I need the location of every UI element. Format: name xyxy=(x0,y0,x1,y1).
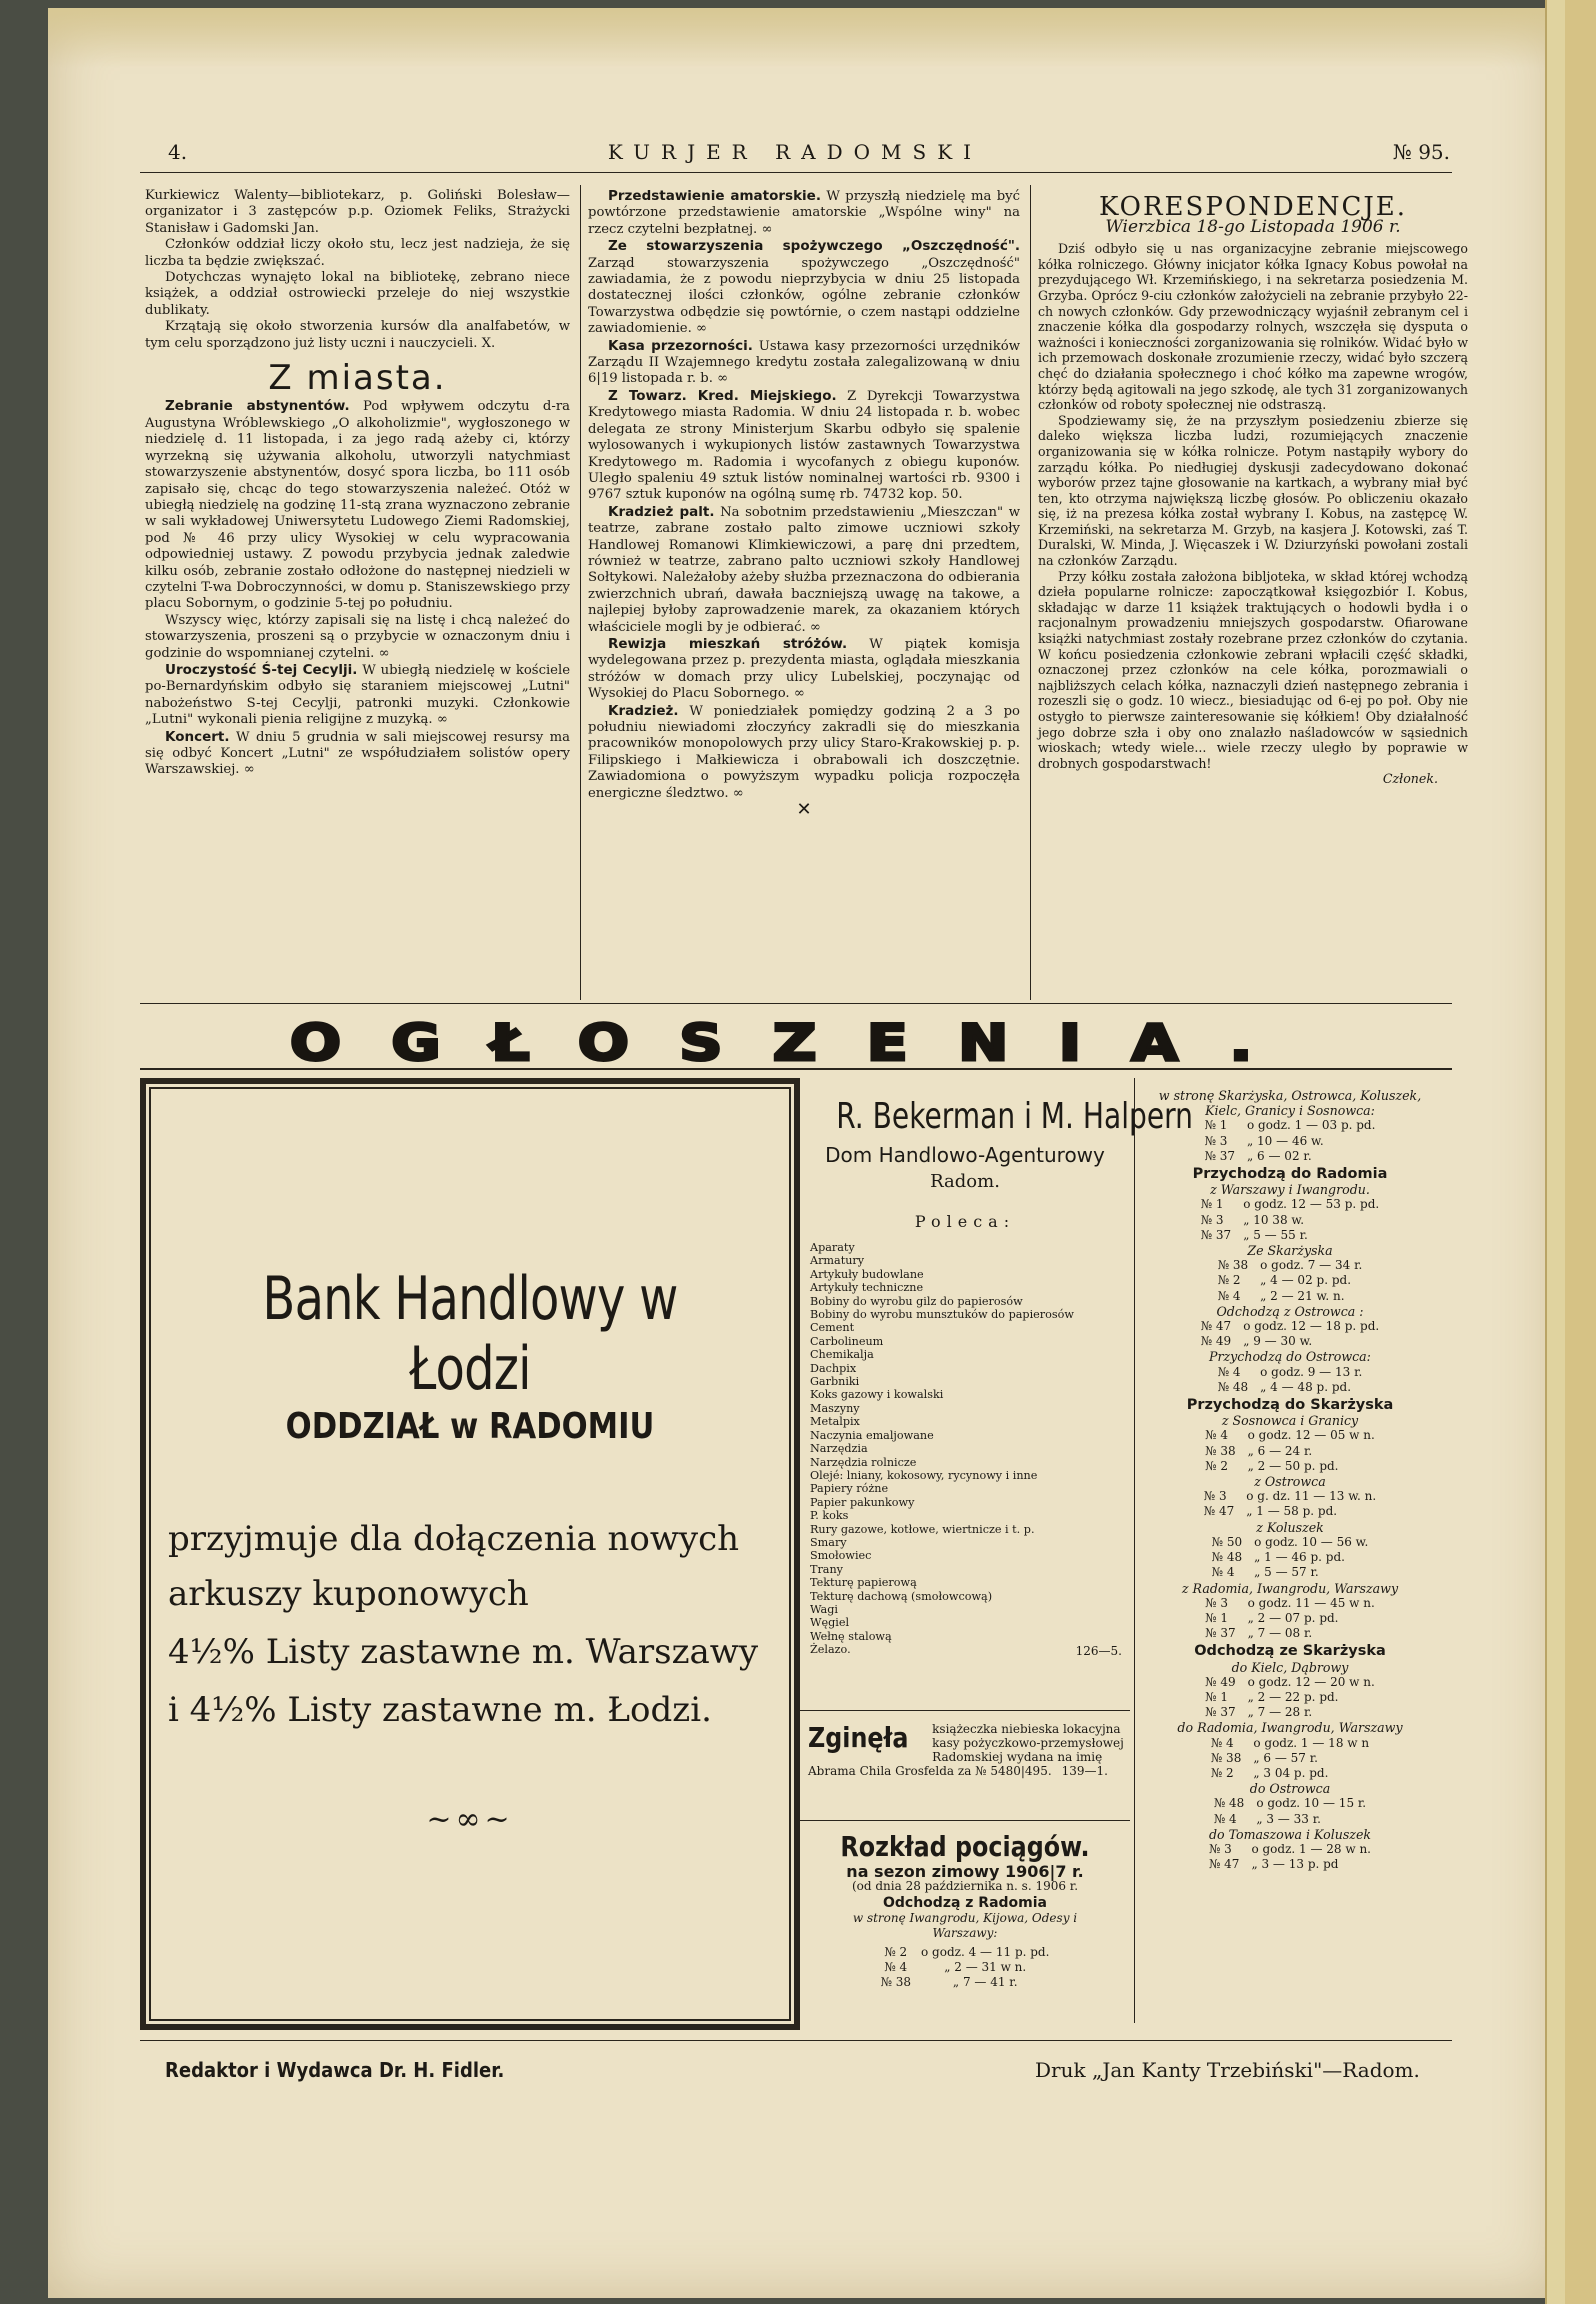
timetable-cell: o godz. 7 — 34 r. xyxy=(1260,1258,1363,1273)
timetable-block xyxy=(1195,1197,1386,1243)
bank-branch: ODDZIAŁ w RADOMIU xyxy=(285,1406,655,1447)
printer-credit: Druk „Jan Kanty Trzebiński"—Radom. xyxy=(1035,2058,1420,2082)
timetable-direction: do Tomaszowa i Koluszek xyxy=(1208,1826,1372,1842)
timetable-cell: № 1 xyxy=(1200,1197,1224,1212)
product-item: Tekturę papierową xyxy=(810,1576,917,1590)
signature: Członek. xyxy=(1382,771,1438,787)
end-mark: ∞ xyxy=(378,645,390,661)
article-paragraph: Kurkiewicz Walenty—bibliotekarz, p. Goliński Bolesław—organizator i 3 zastępców p.p. Oziomek Feliks, Strażycki Stanisław i Gadomski Jan. xyxy=(145,188,570,236)
timetable-row xyxy=(1208,1796,1372,1811)
timetable-cell: № 38 xyxy=(1210,1750,1242,1765)
timetable-cell: „ 7 — 08 r. xyxy=(1247,1626,1313,1641)
timetable-direction: do Radomia, Iwangrodu, Warszawy xyxy=(1177,1720,1403,1736)
article-heading: Koncert. xyxy=(165,728,230,745)
paragraph-text: Ustawa kasy przezorności urzędników Zarządu II Wzajemnego kredytu została zalegalizowaną w dniu 6|19 listopada r. b. xyxy=(588,338,1020,387)
schedule-table xyxy=(876,1945,1055,1990)
schedule-direction: w stronę Iwangrodu, Kijowa, Odesy i Warszawy: xyxy=(852,1911,1078,1940)
timetable-row xyxy=(1195,1334,1386,1349)
ad-rule xyxy=(800,1710,1130,1711)
product-item: Bobiny do wyrobu munsztuków do papierosów xyxy=(810,1308,1074,1322)
timetable-cell: № 48 xyxy=(1213,1796,1245,1811)
article-paragraph xyxy=(588,504,1020,636)
article-paragraph xyxy=(588,338,1020,388)
timetable-cell: o godz. 10 — 15 r. xyxy=(1256,1796,1367,1811)
timetable-row xyxy=(1206,1550,1375,1565)
paragraph-text: W dniu 5 grudnia w sali miejscowej resursy ma się odbyć Koncert „Lutni" ze współudziałem solistów opery Warszawskiej. xyxy=(145,729,570,778)
timetable-cell: № 38 xyxy=(1205,1443,1236,1458)
footer-rule xyxy=(140,2040,1452,2041)
timetable-cell: № 2 xyxy=(1217,1273,1241,1288)
timetable-block xyxy=(1203,1842,1377,1872)
product-item: Artykuły budowlane xyxy=(810,1267,924,1281)
timetable-block xyxy=(1199,1675,1381,1721)
article-paragraph xyxy=(588,188,1020,238)
article-paragraph xyxy=(145,662,570,729)
timetable-cell: o godz. 12 — 53 p. pd. xyxy=(1243,1197,1380,1212)
product-item: Dachpix xyxy=(810,1361,857,1375)
product-item: Narzędzia xyxy=(810,1442,868,1456)
company-name: R. Bekerman i M. Halpern xyxy=(836,1096,1193,1137)
timetable-cell: „ 6 — 57 r. xyxy=(1253,1750,1318,1765)
product-item: P. koks xyxy=(810,1509,849,1523)
article-paragraph xyxy=(588,388,1020,504)
timetable-cell: „ 5 — 55 r. xyxy=(1243,1227,1308,1242)
timetable-row xyxy=(1212,1289,1369,1304)
article-paragraph: Członków oddział liczy około stu, lecz jest nadzieja, że się liczba ta będzie zwiększać. xyxy=(145,237,570,269)
product-item: Metalpix xyxy=(810,1415,860,1429)
page-number: 4. xyxy=(168,140,188,164)
timetable-row xyxy=(876,1945,1055,1960)
end-mark: ∞ xyxy=(809,619,821,635)
timetable-cell: № 37 xyxy=(1204,1148,1236,1163)
timetable-cell: № 48 xyxy=(1211,1550,1243,1565)
end-mark: ∞ xyxy=(436,712,448,728)
correspondence-title: KORESPONDENCJE. xyxy=(1098,192,1408,222)
ornament: ~∞~ xyxy=(426,1802,514,1837)
timetable-heading: Odchodzą ze Skarżyska xyxy=(1194,1643,1386,1660)
timetable-row xyxy=(1198,1504,1382,1519)
product-item: Żelazo. xyxy=(810,1643,851,1657)
product-item: Olejé: lniany, kokosowy, rycynowy i inne xyxy=(810,1468,1038,1482)
end-mark: ∞ xyxy=(793,686,805,702)
end-mark: ∞ xyxy=(696,321,707,337)
product-item: Carbolineum xyxy=(810,1334,884,1348)
column-divider xyxy=(1030,185,1031,1000)
timetable-cell: „ 2 — 07 p. pd. xyxy=(1247,1610,1339,1625)
timetable-row xyxy=(1199,1444,1381,1459)
timetable-row xyxy=(1203,1857,1377,1872)
timetable-row xyxy=(1199,1705,1381,1720)
article-paragraph xyxy=(145,398,570,612)
article-heading: Przedstawienie amatorskie. xyxy=(608,188,821,204)
timetable-row xyxy=(1198,1489,1382,1504)
timetable-block xyxy=(1195,1319,1386,1349)
product-item: Papier pakunkowy xyxy=(810,1495,915,1509)
timetable-cell: „ 1 — 46 p. pd. xyxy=(1254,1550,1345,1565)
timetable-block xyxy=(1199,1596,1381,1642)
timetable-cell: № 4 xyxy=(1211,1565,1235,1580)
timetable-row xyxy=(1212,1380,1369,1395)
article-paragraph xyxy=(588,238,1020,337)
page-header xyxy=(140,140,1450,166)
timetable-cell: „ 3 — 13 p. pd xyxy=(1251,1857,1339,1872)
product-item: Chemikalja xyxy=(810,1348,874,1362)
ad-code: 139—1. xyxy=(1061,1764,1108,1778)
timetable-row xyxy=(1212,1258,1369,1273)
bank-line: arkuszy kuponowych xyxy=(168,1574,529,1614)
timetable-row xyxy=(1199,1626,1381,1641)
paragraph-text: Na sobotnim przedstawieniu „Mieszczan" w teatrze, zabrane zostało palto zimowe uczniowi szkoły Handlowej Romanowi Klimkiewiczowi, a parę dni przedtem, również w teatrze, zabrano palto uczniowi szkoły Handlowej Sołtykowi. Należałoby ażeby służba przeznaczona do odbierania zwierzchnich ubrań, dawała baczniejszą uwagę na takowe, a najlepiej byłoby zaprowadzenie marek, za okazaniem których właściciele mogli by je odbierać. xyxy=(588,504,1020,635)
timetable-direction: Ze Skarżyska xyxy=(1247,1243,1333,1259)
timetable-direction: Odchodzą z Ostrowca : xyxy=(1216,1303,1364,1319)
timetable-direction: z Sosnowca i Granicy xyxy=(1221,1413,1359,1429)
column-divider xyxy=(580,185,581,1000)
paragraph-text: Z Dyrekcji Towarzystwa Kredytowego miasta Radomia. W dniu 24 listopada r. b. wobec delegata ze strony Ministerjum Skarbu odbyło się spalenie wylosowanych i wykupionych listów zastawnych Towarzystwa Kredytowego m. Radomia i wycofanych z obiegu kuponów. Uległo spaleniu 49 sztuk listów nominalnej wartości rb. 9300 i 9767 sztuk kuponów na ogólną sumę rb. 74732 kop. 50. xyxy=(588,388,1020,503)
paragraph-text: W piątek komisja wydelegowana przez p. prezydenta miasta, oglądała mieszkania stróżów w domach przy ulicy Lubelskiej, poczynając od Wysokiej do Placu Sobornego. xyxy=(588,636,1020,702)
offers-heading: Poleca: xyxy=(914,1212,1016,1231)
timetable-cell: „ 3 — 33 r. xyxy=(1256,1811,1321,1826)
article-paragraph xyxy=(145,613,570,662)
schedule-season: na sezon zimowy 1906|7 r. xyxy=(846,1862,1084,1881)
timetable-row xyxy=(876,1960,1055,1975)
signature: X. xyxy=(481,335,496,351)
article-heading: Kradzież. xyxy=(608,702,679,719)
timetable-row xyxy=(1208,1812,1372,1827)
section-title: Z miasta. xyxy=(268,358,447,399)
bank-line: 4½% Listy zastawne m. Warszawy xyxy=(168,1632,759,1672)
timetable-cell: № 3 xyxy=(1205,1595,1228,1610)
timetable-heading: Przychodzą do Radomia xyxy=(1192,1166,1388,1183)
timetable-cell: „ 6 — 24 r. xyxy=(1247,1443,1313,1458)
timetable-row xyxy=(1206,1535,1375,1550)
timetable-cell: № 38 xyxy=(1217,1258,1249,1273)
timetable-block xyxy=(1205,1736,1375,1782)
timetable-row xyxy=(1212,1273,1369,1288)
timetable-cell: № 4 xyxy=(884,1960,908,1974)
timetable-cell: № 2 xyxy=(1210,1765,1234,1780)
article-paragraph: Dziś odbyło się u nas organizacyjne zebranie miejscowego kółka rolniczego. Główny inicjator kółka Ignacy Kobus powołał na prezydującego Wł. Krzemińskiego, i na sekretarza posiedzenia M. Grzyba. Oprócz 9-ciu członków założycieli na zebranie przybyło 22-ch nowych członków. Gdy przewodniczący wyjaśnił zebranym cel i znaczenie kółka dla gospodarzy rolnych, wszczęła się dysputa o ważności i konieczności zorganizowania się rolników. Widać było w ich przemowach doskonałe zrozumienie rzeczy, widać było szczerą chęć do działania społecznego i choć kółko ma zapewne wrogów, którzy będą agitowali na jego szkodę, ale tych 31 zorganizowanych członków od roboty społecznej nie odstraszą. xyxy=(1038,241,1469,413)
timetable-cell: № 50 xyxy=(1211,1534,1243,1549)
timetable-row xyxy=(1205,1751,1375,1766)
timetable-cell: „ 7 — 41 r. xyxy=(952,1975,1018,1989)
timetable-block xyxy=(1199,1118,1382,1164)
article-paragraph: Spodziewamy się, że na przyszłym posiedzeniu zbierze się daleko większa liczba ludzi, rozumiejących znaczenie organizowania się w kółka rolnicze. Potym nastąpiły wybory do zarządu kółka. Po niedługiej dyskusji zadecydowano dokonać wyborów przez tajne głosowanie na kartkach, a wybrany miał być ten, kto otrzyma największą liczbę głosów. Po obliczeniu okazało się, iż na prezesa kółka został wybrany I. Kobus, na zastępcę W. Krzemiński, na sekretarza M. Grzyb, na kasjera J. Kotowski, zaś T. Duralski, W. Minda, J. Więcaszek i W. Dziurzyński powołani zostali na członków Zarządu. xyxy=(1038,412,1468,569)
timetable-row xyxy=(1199,1134,1382,1149)
article-paragraph: Przy kółku została założona bibljoteka, w skład której wchodzą dzieła popularne rolnicze: zapoczątkował księgozbiór I. Kobus, składając w darze 11 książek traktujących o hodowli bydła i o racjonalnym prowadzeniu mniejszych gospodarstw. Ofiarowane książki natychmiast zostały rozebrane przez członków do czytania. W końcu posiedzenia członkowie zebrani wpłacili część składki, oznaczonej przez członków na cele kółka, porozmawiali o najbliższych celach kółka, naznaczyli dzień następnego zebrania i rozeszli się o godz. 10 wiecz., biesiadując od 6-ej po poł. Oby nie ostygło to pierwsze zainteresowanie się kółkiem! Oby działalność jego dobrze szła i oby ono znalazło naśladowców w sąsiednich wioskach; wtedy wiele... wiele rzeczy uległo by poprawie w drobnych gospodarstwach! xyxy=(1038,568,1468,771)
paper-stain xyxy=(48,8,1568,68)
timetable-direction: z Koluszek xyxy=(1256,1519,1324,1535)
timetable-row xyxy=(1199,1690,1381,1705)
article-paragraph xyxy=(588,636,1020,703)
correspondence-place-date: Wierzbica 18-go Listopada 1906 r. xyxy=(1105,216,1401,237)
timetable-block xyxy=(1212,1365,1369,1395)
paragraph-text: W przyszłą niedzielę ma być powtórzone przedstawienie amatorskie „Wspólne winy" na rzecz czytelni bezpłatnej. xyxy=(588,189,1020,237)
bank-line: i 4½% Listy zastawne m. Łodzi. xyxy=(168,1690,712,1730)
section-rule xyxy=(140,1003,1452,1004)
article-paragraph xyxy=(145,729,570,779)
paragraph-text: Pod wpływem odczytu d-ra Augustyna Wróblewskiego „O alkoholizmie", wygłoszonego w niedzielę d. 11 listopada, i za jego radą ażeby ci, którzy wyrzekną się używania alkoholu, utworzyli natychmiast stowarzyszenie abstynentów, dosyć spora liczba, bo 111 osób zapisało się, chcąc do tego stowarzyszenia należeć. Otóż w ubiegłą niedzielę na godzinę 11-stą zrana wyznaczono zebranie w sali wykładowej Uniwersytetu Ludowego Ziemi Radomskiej, pod № 46 przy ulicy Wysokiej w celu wypracowania odpowiedniej ustawy. Z powodu przybycia jednak zaledwie kilku osób, zebranie zostało odłożone do następnej niedzieli w czytelni T-wa Dobroczynności, w domu p. Staniszewskiego przy placu Sobornym, o godzinie 5-tej po południu. xyxy=(145,399,570,612)
schedule-title: Rozkład pociągów. xyxy=(840,1830,1090,1863)
lost-notice-text: książeczka niebieska lokacyjna kasy pożyczkowo-przemysłowej Radomskiej wydana na imię Abrama Chila Grosfelda za № 5480|495. xyxy=(808,1722,1124,1778)
schedule-heading: Odchodzą z Radomia xyxy=(882,1895,1048,1911)
article-heading: Rewizja mieszkań stróżów. xyxy=(608,635,848,652)
end-mark: ∞ xyxy=(717,371,729,387)
timetable-row xyxy=(1199,1118,1382,1133)
schedule-since: (od dnia 28 października n. s. 1906 r. xyxy=(851,1879,1079,1893)
product-item: Maszyny xyxy=(810,1401,860,1415)
paragraph-text: Zarząd stowarzyszenia spożywczego „Oszczędność" zawiadamia, że z powodu nieprzybycia w dniu 25 listopada dostatecznej ilości członków, ogólne zebranie członków Towarzystwa odbędzie się powtórnie, o czem nastąpi oddzielne zawiadomienie. xyxy=(588,255,1020,337)
article-heading: Z Towarz. Kred. Miejskiego. xyxy=(608,387,837,404)
timetable-cell: № 1 xyxy=(1205,1610,1228,1625)
timetable-block xyxy=(1199,1428,1381,1474)
article-paragraph xyxy=(145,319,570,352)
product-item: Koks gazowy i kowalski xyxy=(810,1388,944,1402)
timetable-row xyxy=(1195,1213,1386,1228)
company-city: Radom. xyxy=(930,1171,1000,1192)
product-item: Bobiny do wyrobu gilz do papierosów xyxy=(810,1294,1023,1308)
timetable-cell: „ 7 — 28 r. xyxy=(1247,1705,1313,1720)
column-2 xyxy=(588,188,1020,821)
paragraph-text: Krzątają się około stworzenia kursów dla analfabetów, w tym celu sporządzono już listy uczni i nauczycieli. xyxy=(145,319,570,351)
timetable-cell: „ 1 — 58 p. pd. xyxy=(1246,1504,1338,1519)
timetable-direction: z Radomia, Iwangrodu, Warszawy xyxy=(1181,1580,1399,1596)
article-paragraph xyxy=(588,703,1020,802)
product-list xyxy=(800,1241,1130,1657)
end-mark: ∞ xyxy=(761,221,773,237)
timetable-row xyxy=(1205,1736,1375,1751)
timetable-cell: № 4 xyxy=(1205,1428,1228,1443)
timetable-block xyxy=(1198,1489,1382,1519)
timetable-cell: o godz. 4 — 11 p. pd. xyxy=(921,1945,1050,1959)
bank-name: Bank Handlowy w Łodzi xyxy=(262,1264,678,1404)
ad-code: 126—5. xyxy=(1075,1643,1122,1658)
timetable-row xyxy=(1199,1611,1381,1626)
ad-divider xyxy=(795,1078,796,2023)
product-item: Wagi xyxy=(810,1602,838,1616)
timetable-cell: „ 9 — 30 w. xyxy=(1243,1334,1313,1349)
article-heading: Zebranie abstynentów. xyxy=(165,398,350,415)
product-item: Armatury xyxy=(810,1254,865,1268)
timetable-cell: № 4 xyxy=(1217,1364,1241,1379)
timetable-cell: „ 4 — 48 p. pd. xyxy=(1260,1379,1352,1394)
timetable-cell: № 4 xyxy=(1210,1735,1234,1750)
product-item: Rury gazowe, kotłowe, wiertnicze i t. p. xyxy=(810,1522,1035,1536)
timetable-cell: „ 2 — 31 w n. xyxy=(944,1960,1027,1974)
timetable-row xyxy=(1195,1319,1386,1334)
train-schedule xyxy=(800,1830,1130,1994)
company-type: Dom Handlowo-Agenturowy xyxy=(825,1143,1105,1167)
timetable-row xyxy=(1203,1842,1377,1857)
timetable-cell: № 49 xyxy=(1200,1334,1232,1349)
timetable-direction: Przychodzą do Ostrowca: xyxy=(1209,1349,1371,1365)
header-rule xyxy=(140,172,1452,173)
timetable-cell: № 4 xyxy=(1213,1811,1237,1826)
timetable-cell: № 3 xyxy=(1204,1133,1228,1148)
timetable-cell: „ 10 38 w. xyxy=(1243,1212,1305,1227)
article-heading: Ze stowarzyszenia spożywczego „Oszczędność". xyxy=(608,238,1020,255)
timetable-cell: o godz. 12 — 18 p. pd. xyxy=(1243,1319,1380,1334)
timetable-cell: № 2 xyxy=(1205,1458,1228,1473)
article-heading: Kradzież palt. xyxy=(608,503,715,520)
article-heading: Uroczystość Ś-tej Cecylji. xyxy=(165,661,358,678)
timetable-row xyxy=(1195,1228,1386,1243)
timetable-cell: № 37 xyxy=(1205,1705,1236,1720)
timetable-block xyxy=(1212,1258,1369,1304)
timetable-cell: o godz. 1 — 18 w n xyxy=(1253,1735,1370,1750)
timetable-row xyxy=(1199,1675,1381,1690)
timetable-cell: „ 2 — 22 p. pd. xyxy=(1247,1689,1339,1704)
timetable-heading: Przychodzą do Skarżyska xyxy=(1186,1397,1394,1414)
timetable-block xyxy=(1206,1535,1375,1581)
article-paragraph: Dotychczas wynajęto lokal na bibliotekę, zebrano niece książek, a oddział ostrowiecki przeleje do niej wszystkie dublikaty. xyxy=(145,270,570,318)
timetable-cell: № 48 xyxy=(1217,1379,1249,1394)
timetable-cell: o godz. 10 — 56 w. xyxy=(1254,1534,1369,1549)
editor-credit: Redaktor i Wydawca Dr. H. Fidler. xyxy=(165,2058,505,2082)
newspaper-title: KURJER RADOMSKI xyxy=(607,140,983,164)
timetable-row xyxy=(1199,1428,1381,1443)
product-item: Garbniki xyxy=(810,1375,860,1389)
timetable-cell: № 47 xyxy=(1203,1504,1235,1519)
product-item: Smary xyxy=(810,1535,847,1549)
paragraph-text: W poniedziałek pomiędzy godziną 2 a 3 po południu niewiadomi złoczyńcy zakradli się do mieszkania pracowników monopolowych przy ulicy Staro-Krakowskiej p. p. Filipskiego i Małkiewicza i obrabowali ich doszczętnie. Zawiadomiona o powyższym wypadku policja rozpoczęła energiczne śledztwo. xyxy=(588,703,1020,801)
column-3 xyxy=(1038,188,1468,787)
product-item: Papiery różne xyxy=(810,1482,889,1496)
timetable-cell: o godz. 12 — 05 w n. xyxy=(1247,1428,1375,1443)
timetable-cell: № 47 xyxy=(1200,1319,1232,1334)
issue-number: № 95. xyxy=(1392,140,1450,164)
timetable-cell: № 47 xyxy=(1208,1857,1240,1872)
timetable-cell: „ 5 — 57 r. xyxy=(1254,1565,1319,1580)
timetable-cell: „ 10 — 46 w. xyxy=(1247,1133,1324,1148)
product-item: Wełnę stalową xyxy=(810,1629,892,1643)
timetable-row xyxy=(1199,1149,1382,1164)
timetable-cell: № 3 xyxy=(1200,1212,1224,1227)
bekerman-advertisement xyxy=(800,1082,1193,1658)
timetable-row xyxy=(1206,1565,1375,1580)
timetable-cell: „ 4 — 02 p. pd. xyxy=(1260,1273,1352,1288)
page-edge-inner xyxy=(1565,0,1596,2304)
timetable-direction: do Ostrowca xyxy=(1249,1781,1331,1797)
timetable-row xyxy=(1199,1459,1381,1474)
timetable-cell: № 1 xyxy=(1205,1689,1228,1704)
end-mark: ∞ xyxy=(732,785,744,801)
product-item: Smołowiec xyxy=(810,1549,872,1563)
timetable-row xyxy=(1205,1766,1375,1781)
timetable-direction: z Ostrowca xyxy=(1254,1474,1326,1490)
timetable-cell: № 1 xyxy=(1204,1118,1228,1133)
timetable-cell: o godz. 11 — 45 w n. xyxy=(1247,1595,1375,1610)
product-item: Narzędzia rolnicze xyxy=(810,1455,917,1469)
timetable-cell: o godz. 12 — 20 w n. xyxy=(1247,1674,1375,1689)
timetable-row xyxy=(1195,1197,1386,1212)
product-item: Aparaty xyxy=(810,1241,855,1254)
timetable-row xyxy=(876,1975,1055,1990)
product-item: Cement xyxy=(810,1321,855,1335)
product-item: Trany xyxy=(810,1562,844,1576)
advertisements-banner: OGŁOSZENIA. xyxy=(290,1014,1303,1072)
timetable-cell: № 4 xyxy=(1217,1288,1241,1303)
timetable-cell: „ 2 — 21 w. n. xyxy=(1260,1288,1345,1303)
section-end-mark: ✕ xyxy=(796,799,812,821)
product-item: Tekturę dachową (smołowcową) xyxy=(810,1589,993,1603)
timetable-direction: w stronę Skarżyska, Ostrowca, Koluszek, Kielc, Granicy i Sosnowca: xyxy=(1158,1088,1422,1119)
paragraph-text: Wszyscy więc, którzy zapisali się na listę i chcą należeć do stowarzyszenia, proszeni są o przybycie w oznaczonym dniu i godzinie do wspomnianej czytelni. xyxy=(145,612,570,661)
timetable-cell: № 49 xyxy=(1205,1674,1236,1689)
column-1 xyxy=(145,188,570,779)
product-item: Artykuły techniczne xyxy=(810,1281,924,1295)
timetable-cell: o godz. 1 — 28 w n. xyxy=(1251,1841,1371,1856)
article-heading: Kasa przezorności. xyxy=(608,337,753,354)
timetable-cell: № 37 xyxy=(1205,1626,1236,1641)
banner-rule xyxy=(140,1068,1452,1070)
ad-rule xyxy=(800,1820,1130,1821)
timetable-cell: № 2 xyxy=(884,1945,908,1959)
timetable-cell: o g. dz. 11 — 13 w. n. xyxy=(1246,1489,1377,1504)
paragraph-text: W ubiegłą niedzielę w kościele po-Bernardyńskim odbyło się staraniem miejscowej „Lutni" nabożeństwo S-tej Cecylji, patronki muzyki. Członkowie „Lutni" wykonali pienia religijne z muzyką. xyxy=(145,662,570,728)
product-item: Węgiel xyxy=(810,1616,850,1630)
bank-line: przyjmuje dla dołączenia nowych xyxy=(168,1519,740,1559)
product-item: Naczynia emaljowane xyxy=(810,1428,934,1442)
ad-divider xyxy=(1134,1078,1135,2023)
timetable-cell: „ 6 — 02 r. xyxy=(1247,1148,1312,1163)
timetable-block xyxy=(1208,1796,1372,1826)
timetable-cell: o godz. 1 — 03 p. pd. xyxy=(1247,1118,1376,1133)
timetable-continued xyxy=(1140,1088,1440,1872)
timetable-cell: № 3 xyxy=(1203,1489,1227,1504)
lost-notice xyxy=(808,1722,1128,1778)
timetable-row xyxy=(1212,1365,1369,1380)
timetable-cell: „ 3 04 p. pd. xyxy=(1253,1765,1329,1780)
timetable-cell: o godz. 9 — 13 r. xyxy=(1260,1364,1363,1379)
lost-notice-word: Zginęła xyxy=(808,1721,909,1754)
timetable-cell: № 37 xyxy=(1200,1227,1232,1242)
timetable-direction: do Kielc, Dąbrowy xyxy=(1231,1659,1349,1675)
timetable-row xyxy=(1199,1596,1381,1611)
timetable-direction: z Warszawy i Iwangrodu. xyxy=(1210,1182,1370,1198)
timetable-cell: „ 2 — 50 p. pd. xyxy=(1247,1458,1339,1473)
bank-advertisement xyxy=(140,1078,800,2030)
timetable-cell: № 3 xyxy=(1208,1841,1232,1856)
end-mark: ∞ xyxy=(243,762,255,778)
timetable-cell: № 38 xyxy=(880,1975,912,1989)
